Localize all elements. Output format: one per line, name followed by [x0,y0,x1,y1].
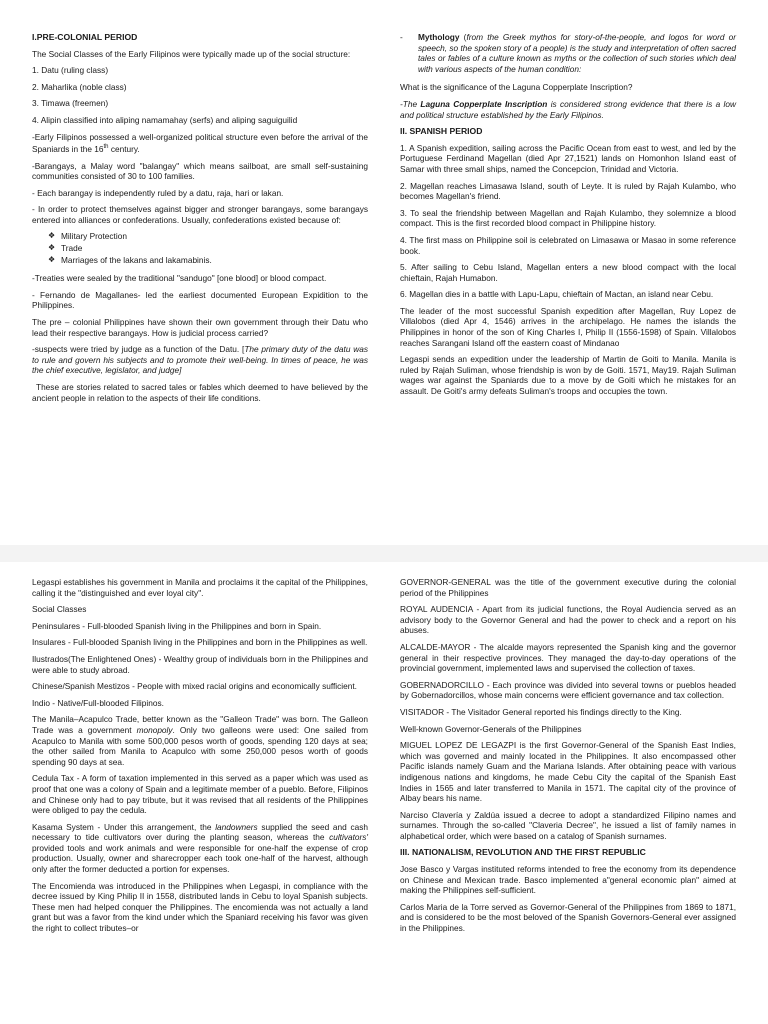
paragraph: Jose Basco y Vargas instituted reforms intended to free the economy from its dependence on Chinese and Mexican trade. Basco implemented a"general economic plan" aimed at making the Philippines self-sufficient. [400,864,736,896]
section-heading-spanish: II. SPANISH PERIOD [400,126,483,137]
section-heading-precolonial: I.PRE-COLONIAL PERIOD [32,32,138,42]
paragraph: ALCALDE-MAYOR - The alcalde mayors represented the Spanish king and the governor general in their respective provinces. They managed the day-to-day operations of the provincial government, implemented laws and supervised the collection of taxes. [400,641,736,674]
list-item: ❖ Marriages of the lakans and lakamabinis. [48,254,212,265]
social-class-item: 1. Datu (ruling class) [32,65,109,76]
page2-left-column [32,577,368,940]
paragraph: The leader of the most successful Spanish expedition after Magellan, Ruy Lopez de Villalobos (died Apr 4, 1546) arrives in the archipelago. He names the islands the Philippines in honor of the son of King Charles I, Philip II (1556-1598) of Spain. Villalobos reaches Sarangani Island off the eastern coast of Mindanao [400,305,736,348]
paragraph: Carlos Maria de la Torre served as Governor-General of the Philippines from 1869 to 1871, and is considered to be the most beloved of the Spanish Governors-General ever assigned in the Philippines. [400,901,736,934]
paragraph: Well-known Governor-Generals of the Philippines [400,723,582,734]
paragraph: MIGUEL LOPEZ DE LEGAZPI is the first Governor-General of the Spanish East Indies, which was governed and mainly located in the Philippines. It also encompassed other Pacific islands namely Guam and the Mariana Islands. After obtaining peace with various indigenous nations and kingdoms, he made Cebu City the capital of the Spanish East Indies in 1565 and later transferred to Manila in 1571. The capital city of the province of Albay bears his name. [400,740,736,804]
paragraph: 6. Magellan dies in a battle with Lapu-Lapu, chieftain of Mactan, an island near Cebu. [400,289,714,300]
paragraph: These are stories related to sacred tales or fables which deemed to have believed by the ancient people in relation to the aspects of their life conditions. [32,382,368,403]
social-class-item: 3. Timawa (freemen) [32,98,109,109]
paragraph: -Early Filipinos possessed a well-organized political structure even before the arrival of the Spaniards in the 16th century. [32,131,368,154]
paragraph: Insulares - Full-blooded Spanish living in the Philippines and born in the Philippines as well. [32,637,368,648]
paragraph: Legaspi sends an expedition under the leadership of Martin de Goiti to Manila. Manila is ruled by Rajah Suliman, whose friendship is won by de Goiti. 1571, May19. Rajah Suliman wages war against the Spaniards due to a move by de Goiti which he mistakes for an assault. De Goiti's army defeats Suliman's troops and occupies the town. [400,354,736,397]
paragraph: 2. Magellan reaches Limasawa Island, south of Leyte. It is ruled by Rajah Kulambo, who becomes Magellan's friend. [400,180,736,202]
paragraph: The Manila–Acapulco Trade, better known as the "Galleon Trade" was born. The Galleon Trade was a government monopoly. Only two galleons were used: One sailed from Acapulco to Manila with some 500,000 pesos worth of goods, spending 120 days at sea; the other sailed from Manila to Acapulco with some 250,000 pesos worth of goods spending 90 days at sea. [32,714,368,767]
paragraph: 1. A Spanish expedition, sailing across the Pacific Ocean from east to west, and led by the Portuguese Ferdinand Magellan (died Apr 27,1521) lands on Homonhon Island east of Samar with three small ships, named the Concepcion, Trinidad and Victoria. [400,142,736,174]
page1-left-column [32,32,368,409]
paragraph: Peninsulares - Full-blooded Spanish living in the Philippines and born in Spain. [32,620,322,631]
paragraph: The pre – colonial Philippines have shown their own government through their Datu who lead their respective barangays. How is judicial process carried? [32,317,368,338]
page2-right-column [400,577,736,940]
paragraph: Social Classes [32,604,87,615]
paragraph: Ilustrados(The Enlightened Ones) - Wealthy group of individuals born in the Philippines and were able to study abroad. [32,653,368,675]
section-heading-nationalism: III. NATIONALISM, REVOLUTION AND THE FIRST REPUBLIC [400,847,646,858]
paragraph: Narciso Clavería y Zaldúa issued a decree to adopt a standardized Filipino names and surnames. Through the so-called "Claveria Decree", he issued a list of family names in alphabetical order, which were based on a catalog of Spanish surnames. [400,809,736,841]
paragraph: 4. The first mass on Philippine soil is celebrated on Limasawa or Masao in some reference book. [400,234,736,256]
paragraph: Chinese/Spanish Mestizos - People with mixed racial origins and economically sufficient. [32,681,357,692]
paragraph: The Encomienda was introduced in the Philippines when Legaspi, in compliance with the decree issued by King Philip II in 1558, distributed lands in Cebu to loyal Spanish subjects. These men had helped conquer the Philippines. The encomienda was not actually a land grant but was a favor from the kind under which the Spaniard receiving his favor was given the right to collect tributes–or [32,880,368,934]
paragraph: 5. After sailing to Cebu Island, Magellan enters a new blood compact with the local chieftain, Rajah Humabon. [400,262,736,283]
list-item: ❖ Military Protection [48,231,127,242]
paragraph: -Treaties were sealed by the traditional "sandugo" [one blood] or blood compact. [32,273,327,284]
answer: -The Laguna Copperplate Inscription is considered strong evidence that there is a low and political structure established by the Early Filipinos. [400,98,736,120]
page1-right-column [400,32,736,403]
diamond-bullet-icon: ❖ [48,243,56,253]
diamond-bullet-icon: ❖ [48,254,56,264]
paragraph: The Social Classes of the Early Filipinos were typically made up of the social structure: [32,48,351,59]
social-class-item: 4. Alipin classified into aliping namamahay (serfs) and aliping saguiguilid [32,114,298,125]
diamond-bullet-icon: ❖ [48,231,56,241]
dash-bullet: - [400,32,403,42]
question: What is the significance of the Laguna Copperplate Inscription? [400,82,633,93]
paragraph: VISITADOR - The Visitador General reported his findings directly to the King. [400,706,682,717]
paragraph: 3. To seal the friendship between Magellan and Rajah Kulambo, they solemnize a blood compact. This is the first recorded blood compact in Philippine history. [400,207,736,229]
paragraph: -Barangays, a Malay word "balangay" which means sailboat, are small self-sustaining communities consisted of 30 to 100 families. [32,160,368,182]
list-item: ❖ Trade [48,243,83,254]
paragraph: -suspects were tried by judge as a function of the Datu. [The primary duty of the datu was to rule and govern his subjects and to promote their well-being. In times of peace, he was the chief executive, legislator, and judge] [32,344,368,376]
paragraph: - In order to protect themselves against bigger and stronger barangays, some barangays entered into alliances or confederations. Usually, confederations existed because of: [32,204,368,225]
paragraph: - Fernando de Magallanes- led the earliest documented European Expidition to the Philippines. [32,289,368,311]
paragraph: GOBERNADORCILLO - Each province was divided into several towns or pueblos headed by Gobernadorcillos, whose main concerns were efficient governance and tax collection. [400,679,736,701]
paragraph: Kasama System - Under this arrangement, the landowners supplied the seed and cash necessary to tide cultivators over during the planting season, whereas the cultivators' provided tools and work animals and were responsible for one-half the expense of crop production. Usually, owner and sharecropper each took one-half of the harvest, although only after the former deducted a portion for expenses. [32,821,369,875]
bullet-list [32,231,368,265]
page-gap [0,545,768,562]
social-class-item: 2. Maharlika (noble class) [32,81,127,92]
paragraph: Legaspi establishes his government in Manila and proclaims it the capital of the Philippines, calling it the "distinguished and ever loyal city". [32,577,368,598]
paragraph: Indio - Native/Full-blooded Filipinos. [32,697,164,708]
mythology-definition: - Mythology (from the Greek mythos for story-of-the-people, and logos for word or speech, so the spoken story of a people) is the study and interpretation of often sacred tales or fables of a culture known as myths or the collection of such stories which deal with various aspects of the human condition: [400,32,737,74]
paragraph: Cedula Tax - A form of taxation implemented in this served as a paper which was used as proof that one was a colony of Spain and a legitimate member of a pueblo. Before, Filipinos and Chinese only had to pay tribute, but it was revised that all residents of the Philippines were obliged to pay the cedula. [32,773,368,816]
paragraph: - Each barangay is independently ruled by a datu, raja, hari or lakan. [32,187,284,198]
paragraph: GOVERNOR-GENERAL was the title of the government executive during the colonial period of the Philippines [400,577,736,598]
paragraph: ROYAL AUDENCIA - Apart from its judicial functions, the Royal Audiencia served as an advisory body to the Governor General and had the power to check and a report on his abuses. [400,604,736,636]
